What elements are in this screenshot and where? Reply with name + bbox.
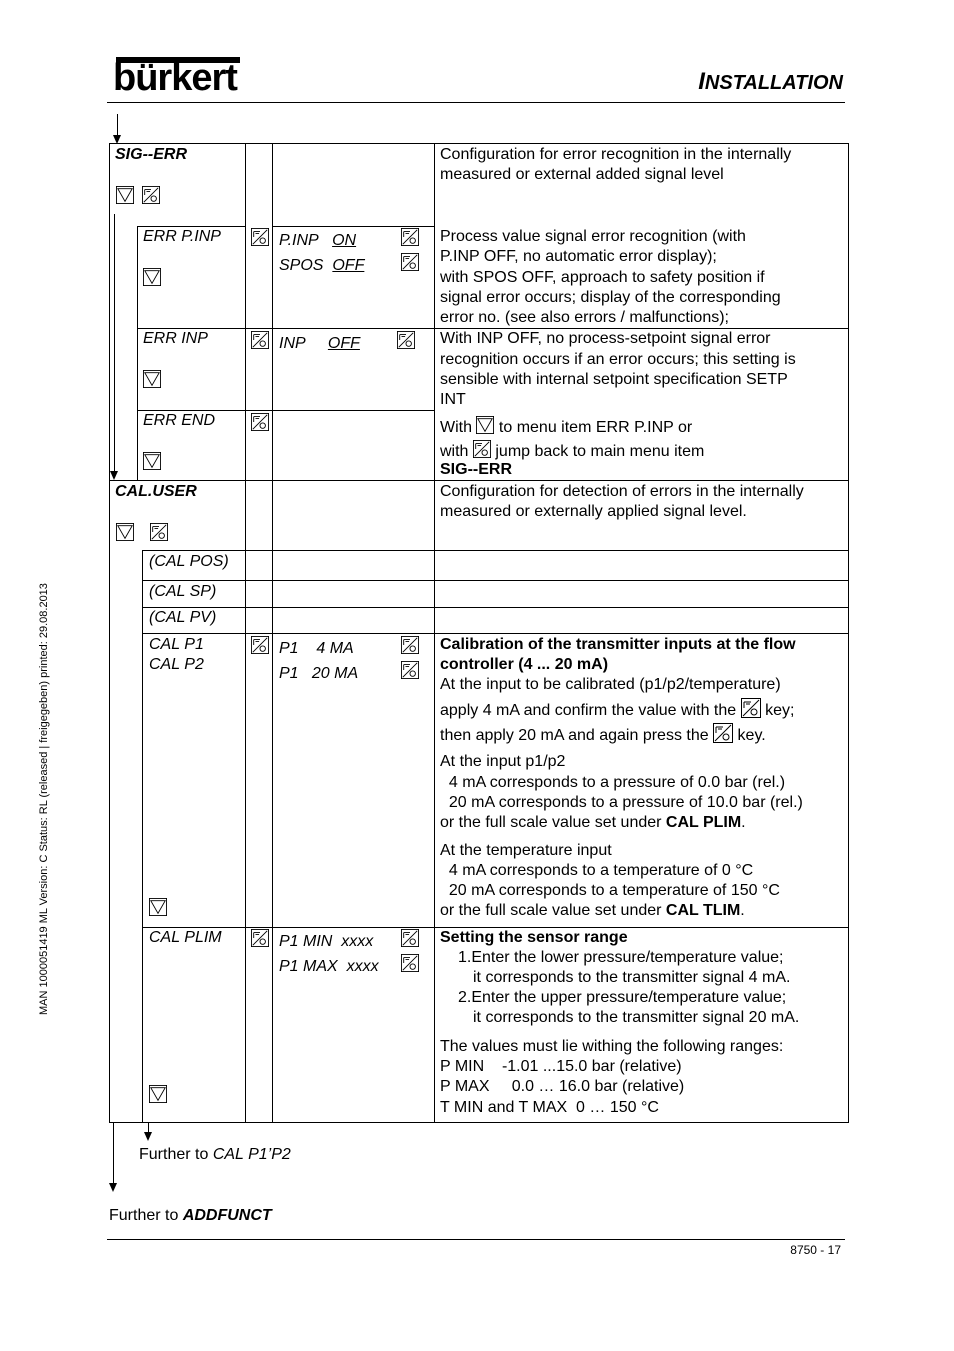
enter-key-icon xyxy=(251,228,269,246)
section-title: INSTALLATION xyxy=(698,68,843,95)
cal-p-line-11: or the full scale value set under CAL TLIM. xyxy=(440,902,745,919)
menu-item-cal-user: CAL.USER xyxy=(115,483,197,500)
menu-item-err-inp: ERR INP xyxy=(143,330,208,347)
sig-err-desc-2: measured or external added signal level xyxy=(440,166,724,183)
down-arrow-key-icon xyxy=(149,898,167,916)
cal-plim-line-3: 2.Enter the upper pressure/temperature value; xyxy=(458,989,787,1006)
enter-key-icon xyxy=(401,954,419,972)
enter-key-icon xyxy=(473,440,491,458)
menu-item-err-pinp: ERR P.INP xyxy=(143,228,221,245)
enter-key-icon xyxy=(251,331,269,349)
cal-plim-option-1: P1 MIN xxxx xyxy=(279,933,374,950)
down-arrow-key-icon xyxy=(149,1085,167,1103)
cal-user-desc-2: measured or externally applied signal level. xyxy=(440,503,747,520)
menu-item-err-end: ERR END xyxy=(143,412,216,429)
err-pinp-desc-5: error no. (see also errors / malfunctions); xyxy=(440,309,729,326)
document-meta: MAN 1000051419 ML Version: C Status: RL (released | freigegeben) printed: 29.08.2013 xyxy=(38,583,50,1015)
sig-err-desc-1: Configuration for error recognition in the internally xyxy=(440,146,792,163)
cal-p-line-4: At the input p1/p2 xyxy=(440,753,566,770)
err-inp-desc-3: sensible with internal setpoint specification SETP xyxy=(440,371,788,388)
menu-item-cal-sp: (CAL SP) xyxy=(149,583,217,600)
err-pinp-desc-2: P.INP OFF, no automatic error display); xyxy=(440,248,717,265)
flow-arrow-main xyxy=(113,1122,114,1185)
enter-key-icon xyxy=(251,636,269,654)
cal-p-line-7: or the full scale value set under CAL PLIM. xyxy=(440,814,746,831)
enter-key-icon xyxy=(251,929,269,947)
header-rule xyxy=(107,102,845,103)
enter-key-icon xyxy=(401,929,419,947)
further-cal-p: Further to CAL P1’P2 xyxy=(139,1146,291,1163)
enter-key-icon xyxy=(401,253,419,271)
enter-key-icon xyxy=(150,523,168,541)
spos-option: SPOS OFF xyxy=(279,257,365,274)
pinp-option: P.INP ON xyxy=(279,232,357,249)
inp-option: INP OFF xyxy=(279,335,360,352)
cal-plim-line-6: P MIN -1.01 ...15.0 bar (relative) xyxy=(440,1058,682,1075)
cal-plim-heading: Setting the sensor range xyxy=(440,929,628,946)
enter-key-icon xyxy=(397,331,415,349)
menu-item-sig-err: SIG--ERR xyxy=(115,146,187,163)
further-addfunct: Further to ADDFUNCT xyxy=(109,1207,272,1224)
cal-p-heading-1: Calibration of the transmitter inputs at the flow xyxy=(440,636,796,653)
cal-p-line-3: then apply 20 mA and again press the key. xyxy=(440,723,766,746)
cal-plim-line-1: 1.Enter the lower pressure/temperature value; xyxy=(458,949,784,966)
err-pinp-desc-4: signal error occurs; display of the corresponding xyxy=(440,289,781,306)
down-arrow-key-icon xyxy=(143,370,161,388)
cal-p-option-1: P1 4 MA xyxy=(279,640,354,657)
cal-p-line-10: 20 mA corresponds to a temperature of 150 °C xyxy=(440,882,780,899)
err-inp-desc-1: With INP OFF, no process-setpoint signal error xyxy=(440,330,771,347)
cal-p-line-5: 4 mA corresponds to a pressure of 0.0 bar (rel.) xyxy=(440,774,786,791)
brand-name: bürkert xyxy=(113,57,237,99)
err-inp-desc-2: recognition occurs if an error occurs; this setting is xyxy=(440,351,796,368)
enter-key-icon xyxy=(142,186,160,204)
cal-plim-line-5: The values must lie withing the following ranges: xyxy=(440,1038,784,1055)
cal-plim-option-2: P1 MAX xxxx xyxy=(279,958,379,975)
cal-p-heading-2: controller (4 ... 20 mA) xyxy=(440,656,609,673)
menu-item-cal-pos: (CAL POS) xyxy=(149,553,229,570)
menu-item-cal-p2: CAL P2 xyxy=(149,656,204,673)
down-arrow-key-icon xyxy=(116,186,134,204)
flow-arrow-top xyxy=(117,114,118,136)
err-inp-desc-4: INT xyxy=(440,391,466,408)
menu-item-cal-p1: CAL P1 xyxy=(149,636,204,653)
menu-item-cal-plim: CAL PLIM xyxy=(149,929,222,946)
menu-item-cal-pv: (CAL PV) xyxy=(149,609,217,626)
err-end-desc-1: With to menu item ERR P.INP or xyxy=(440,416,692,438)
cal-plim-line-4: it corresponds to the transmitter signal 20 mA. xyxy=(473,1009,800,1026)
page-number: 8750 - 17 xyxy=(790,1243,841,1257)
down-arrow-key-icon xyxy=(143,452,161,470)
enter-key-icon xyxy=(401,661,419,679)
enter-key-icon xyxy=(401,228,419,246)
enter-key-icon xyxy=(741,698,761,718)
down-arrow-key-icon xyxy=(116,523,134,541)
cal-p-line-2: apply 4 mA and confirm the value with the key; xyxy=(440,698,794,721)
cal-p-option-2: P1 20 MA xyxy=(279,665,359,682)
down-arrow-key-icon xyxy=(143,268,161,286)
down-arrow-key-icon xyxy=(476,416,494,434)
err-end-desc-3: SIG--ERR xyxy=(440,461,512,478)
cal-user-desc-1: Configuration for detection of errors in the internally xyxy=(440,483,804,500)
cal-p-line-9: 4 mA corresponds to a temperature of 0 °C xyxy=(440,862,754,879)
cal-plim-line-2: it corresponds to the transmitter signal 4 mA. xyxy=(473,969,791,986)
enter-key-icon xyxy=(401,636,419,654)
err-pinp-desc-1: Process value signal error recognition (with xyxy=(440,228,746,245)
cal-p-line-1: At the input to be calibrated (p1/p2/temperature) xyxy=(440,676,781,693)
cal-plim-line-7: P MAX 0.0 … 16.0 bar (relative) xyxy=(440,1078,685,1095)
flow-line-sig-err xyxy=(114,214,115,473)
cal-plim-line-8: T MIN and T MAX 0 … 150 °C xyxy=(440,1099,659,1116)
enter-key-icon xyxy=(251,413,269,431)
cal-p-line-8: At the temperature input xyxy=(440,842,612,859)
footer-rule xyxy=(107,1239,845,1240)
enter-key-icon xyxy=(713,723,733,743)
err-pinp-desc-3: with SPOS OFF, approach to safety position if xyxy=(440,269,765,286)
cal-p-line-6: 20 mA corresponds to a pressure of 10.0 bar (rel.) xyxy=(440,794,803,811)
err-end-desc-2: with jump back to main menu item xyxy=(440,440,704,462)
